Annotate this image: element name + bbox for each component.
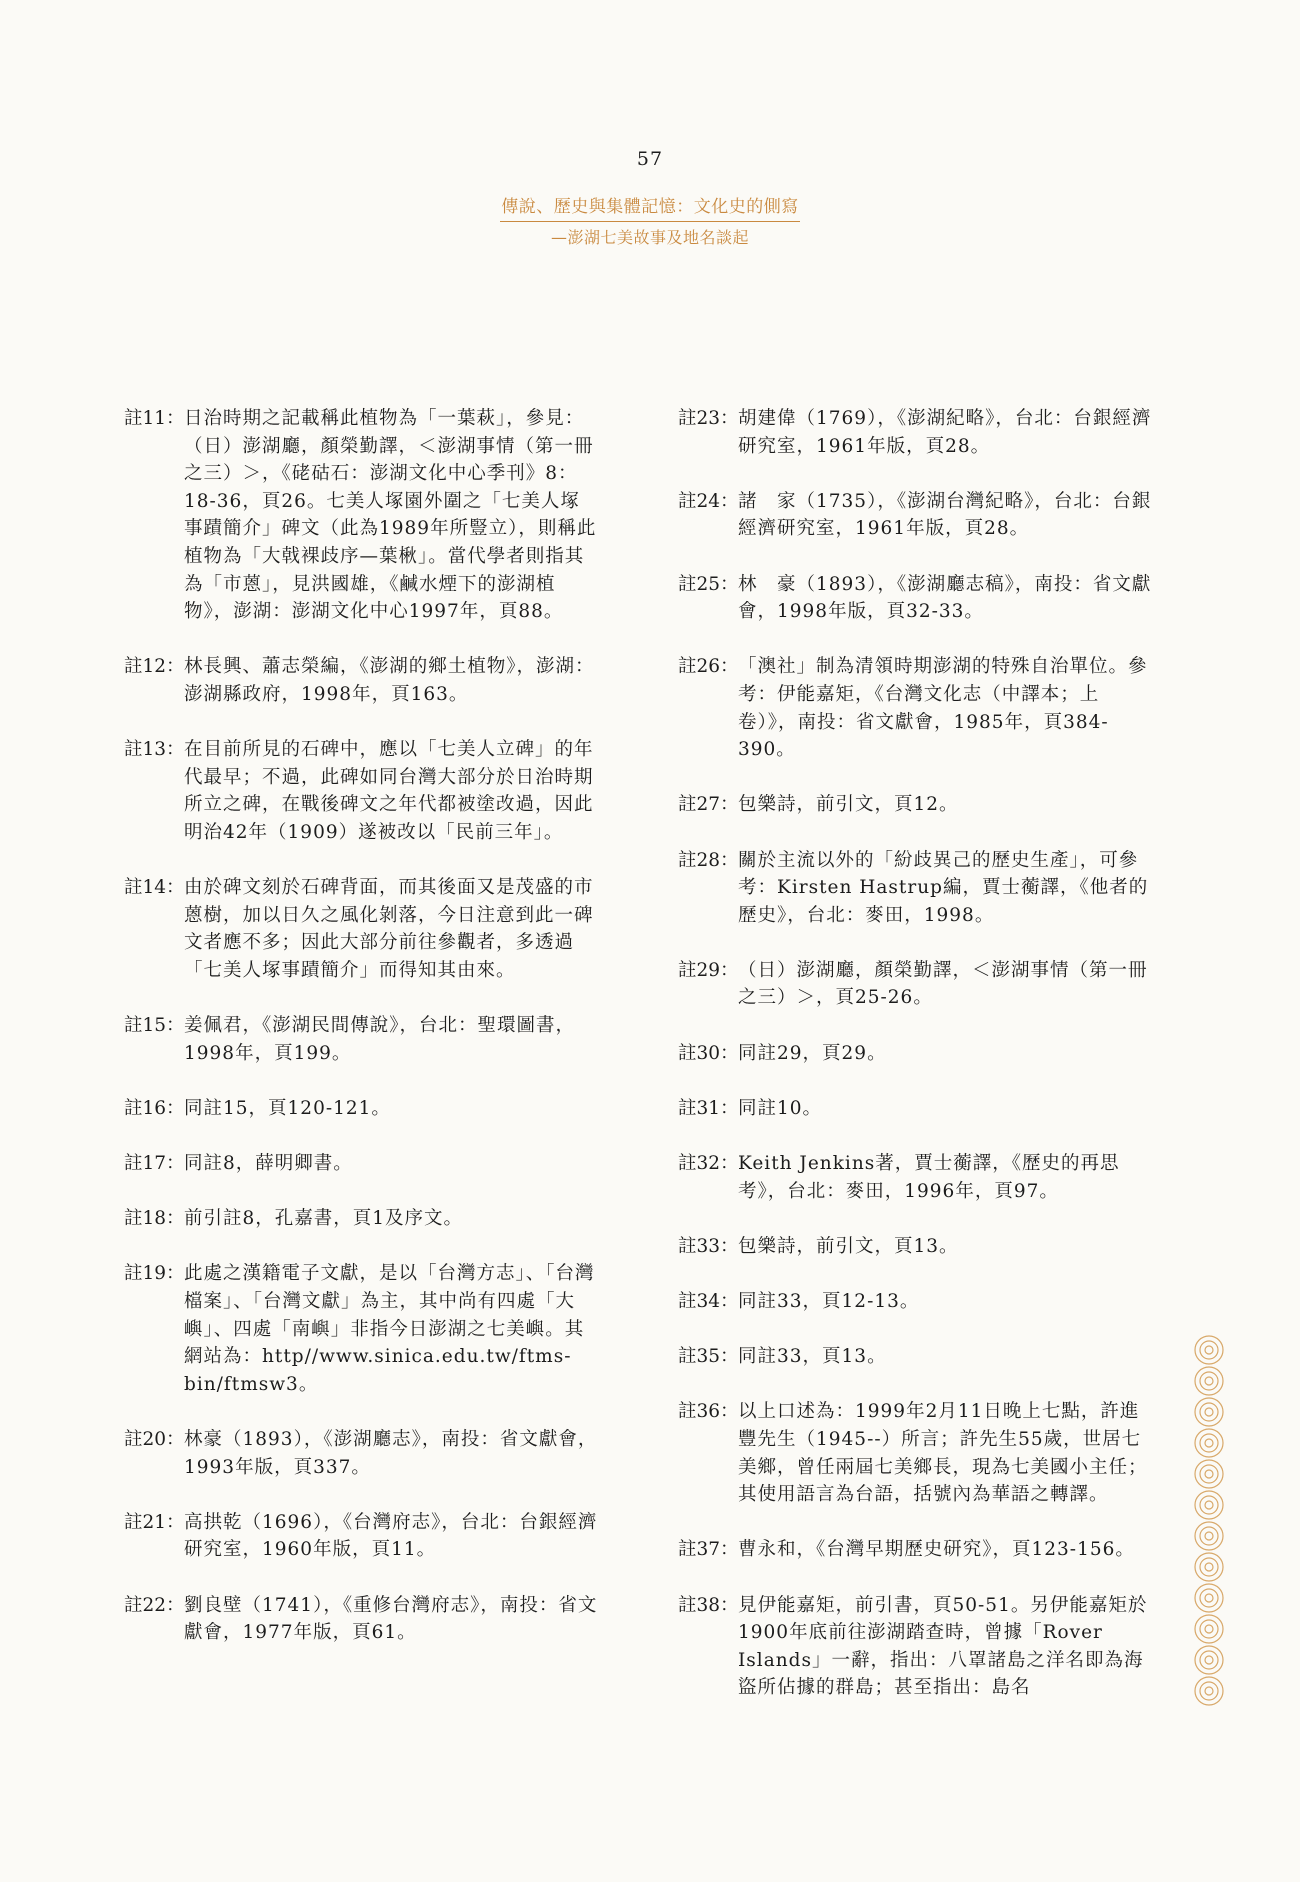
- footnote-label: 註34：: [678, 1291, 739, 1312]
- footnote-label: 註22：: [124, 1594, 185, 1616]
- footnote-text: 林豪（1893），《澎湖廳志》，南投：省文獻會，1993年版，頁337。: [184, 1428, 598, 1478]
- footnote-text: 同註29，頁29。: [738, 1042, 887, 1064]
- footnote: [678, 1398, 1154, 1508]
- footnote: [678, 1040, 1154, 1068]
- decorative-circle-border: [1186, 1334, 1232, 1714]
- footnote: [124, 874, 598, 984]
- footnote-label: 註12：: [124, 656, 185, 678]
- footnote-label: 註36：: [678, 1401, 739, 1423]
- footnote-text: 同註33，頁13。: [738, 1346, 887, 1368]
- footnote-text: 包樂詩，前引文，頁12。: [738, 794, 959, 816]
- footnote-label: 註20：: [124, 1428, 185, 1450]
- footnote: [678, 1233, 1154, 1261]
- footnote: [678, 1288, 1154, 1316]
- footnote: [124, 1426, 598, 1481]
- footnote-text: 同註33，頁12-13。: [738, 1291, 920, 1312]
- footnote: [678, 957, 1154, 1012]
- footnote-text: 同註15，頁120-121。: [184, 1097, 391, 1119]
- footnote: [678, 1150, 1154, 1205]
- footnote-label: 註11：: [124, 408, 185, 429]
- footnote-label: 註13：: [124, 739, 185, 761]
- footnote: [124, 736, 598, 846]
- footnote-label: 註16：: [124, 1097, 185, 1119]
- footnote-label: 註15：: [124, 1015, 185, 1037]
- footnote-label: 註27：: [678, 794, 739, 816]
- footnote: [124, 1592, 598, 1647]
- footnote-text: Keith Jenkins著，賈士蘅譯，《歷史的再思考》，台北：麥田，1996年，頁97。: [738, 1153, 1120, 1202]
- footnote-text: 同註8，薛明卿書。: [184, 1153, 353, 1175]
- footnote: [678, 1536, 1154, 1564]
- footnote-label: 註31：: [678, 1097, 739, 1119]
- footnote: [124, 405, 598, 626]
- footnote-text: 見伊能嘉矩，前引書，頁50-51。另伊能嘉矩於1900年底前往澎湖踏查時，曾據「Rover Islands」一辭，指出：八罩諸島之洋名即為海盜所佔據的群島；甚至指出：島名: [738, 1594, 1148, 1699]
- footnote-text: 關於主流以外的「紛歧異己的歷史生產」，可參考：Kirsten Hastrup編，賈士蘅譯，《他者的歷史》，台北：麥田，1998。: [738, 849, 1149, 926]
- footnote-text: 高拱乾（1696），《台灣府志》，台北：台銀經濟研究室，1960年版，頁11。: [184, 1511, 598, 1561]
- footnote: [678, 488, 1154, 543]
- footnote-label: 註37：: [678, 1539, 739, 1561]
- footnote: [124, 1095, 598, 1123]
- running-head: [500, 192, 800, 248]
- footnote-text: 「澳社」制為清領時期澎湖的特殊自治單位。參考：伊能嘉矩，《台灣文化志（中譯本；上卷）》，南投：省文獻會，1985年，頁384-390。: [738, 656, 1148, 761]
- footnote-label: 註35：: [678, 1346, 739, 1368]
- footnote-text: 在目前所見的石碑中，應以「七美人立碑」的年代最早；不過，此碑如同台灣大部分於日治時期所立之碑，在戰後碑文之年代都被塗改過，因此明治42年（1909）遂被改以「民前三年」。: [184, 739, 594, 843]
- footnote-label: 註18：: [124, 1208, 185, 1230]
- footnote-text: 諸 家（1735），《澎湖台灣紀略》，台北：台銀經濟研究室，1961年版，頁28。: [738, 490, 1152, 540]
- footnote-text: 日治時期之記載稱此植物為「一葉萩」，參見：（日）澎湖廳，顏榮勤譯，＜澎湖事情（第一冊之三）＞，《硓𥑮石：澎湖文化中心季刊》8：18-36，頁26。七美人塚園外圍之「七美人塚事蹟簡介」碑文（此為1989年所豎立），則稱此植物為「大戟裸歧序—葉楸」。當代學者則指其為「市蒽」，見洪國雄，《鹹水煙下的澎湖植物》，澎湖：澎湖文化中心1997年，頁88。: [184, 408, 597, 623]
- footnote-label: 註19：: [124, 1263, 185, 1285]
- footnote-label: 註21：: [124, 1511, 185, 1533]
- footnote: [678, 847, 1154, 930]
- footnote-label: 註26：: [678, 656, 739, 678]
- footnote-label: 註14：: [124, 877, 185, 899]
- footnote: [678, 1095, 1154, 1123]
- footnote: [678, 653, 1154, 763]
- footnote-label: 註28：: [678, 849, 739, 871]
- footnote-label: 註24：: [678, 490, 739, 512]
- footnote: [124, 1260, 598, 1398]
- footnote-text: （日）澎湖廳，顏榮勤譯，＜澎湖事情（第一冊之三）＞，頁25-26。: [738, 959, 1148, 1009]
- page-number: 57: [636, 148, 664, 170]
- footnote-text: 同註10。: [738, 1097, 823, 1119]
- footnote: [124, 1205, 598, 1233]
- footnote-text: 林 豪（1893），《澎湖廳志稿》，南投：省文獻會，1998年版，頁32-33。: [738, 573, 1152, 623]
- footnote: [678, 1592, 1154, 1702]
- footnote-text: 由於碑文刻於石碑背面，而其後面又是茂盛的市蒽樹，加以日久之風化剝落，今日注意到此一碑文者應不多；因此大部分前往參觀者，多透過「七美人塚事蹟簡介」而得知其由來。: [184, 877, 594, 981]
- footnote-text: 曹永和，《台灣早期歷史研究》，頁123-156。: [738, 1539, 1135, 1561]
- footnote-text: 姜佩君，《澎湖民間傳說》，台北：聖環圖書，1998年，頁199。: [184, 1015, 576, 1064]
- footnote-label: 註25：: [678, 573, 739, 595]
- footnote-label: 註30：: [678, 1042, 739, 1064]
- footnote-text: 胡建偉（1769），《澎湖紀略》，台北：台銀經濟研究室，1961年版，頁28。: [738, 408, 1152, 457]
- footnote: [124, 1509, 598, 1564]
- footnote-label: 註38：: [678, 1594, 739, 1616]
- footnote-label: 註29：: [678, 959, 739, 981]
- footnote: [678, 571, 1154, 626]
- footnote: [678, 1343, 1154, 1371]
- footnote: [678, 405, 1154, 460]
- footnote-label: 註23：: [678, 408, 739, 429]
- running-head-title: 傳說、歷史與集體記憶：文化史的側寫: [500, 192, 800, 222]
- footnote-text: 包樂詩，前引文，頁13。: [738, 1235, 959, 1257]
- footnote: [124, 653, 598, 708]
- footnote-label: 註32：: [678, 1153, 739, 1175]
- footnote-text: 以上口述為：1999年2月11日晚上七點，許進豐先生（1945--）所言；許先生55歲，世居七美鄉，曾任兩屆七美鄉長，現為七美國小主任；其使用語言為台語，括號內為華語之轉譯。: [738, 1401, 1148, 1506]
- footnote: [678, 791, 1154, 819]
- footnote: [124, 1150, 598, 1178]
- notes-column-right: [678, 405, 1154, 1730]
- footnote-text: 劉良壁（1741），《重修台灣府志》，南投：省文獻會，1977年版，頁61。: [184, 1594, 598, 1644]
- footnote-text: 前引註8，孔嘉書，頁1及序文。: [184, 1208, 464, 1230]
- running-head-subtitle: —澎湖七美故事及地名談起: [550, 228, 749, 247]
- notes-column-left: [124, 405, 598, 1674]
- footnote-text: 此處之漢籍電子文獻，是以「台灣方志」、「台灣檔案」、「台灣文獻」為主，其中尚有四處「大嶼」、四處「南嶼」非指今日澎湖之七美嶼。其網站為：http//www.sinica.edu.tw/ftms-bin/ftmsw3。: [184, 1263, 595, 1395]
- footnote-label: 註17：: [124, 1153, 185, 1175]
- footnote-text: 林長興、蕭志榮編，《澎湖的鄉土植物》，澎湖：澎湖縣政府，1998年，頁163。: [184, 656, 595, 705]
- footnote-label: 註33：: [678, 1235, 739, 1257]
- footnote: [124, 1012, 598, 1067]
